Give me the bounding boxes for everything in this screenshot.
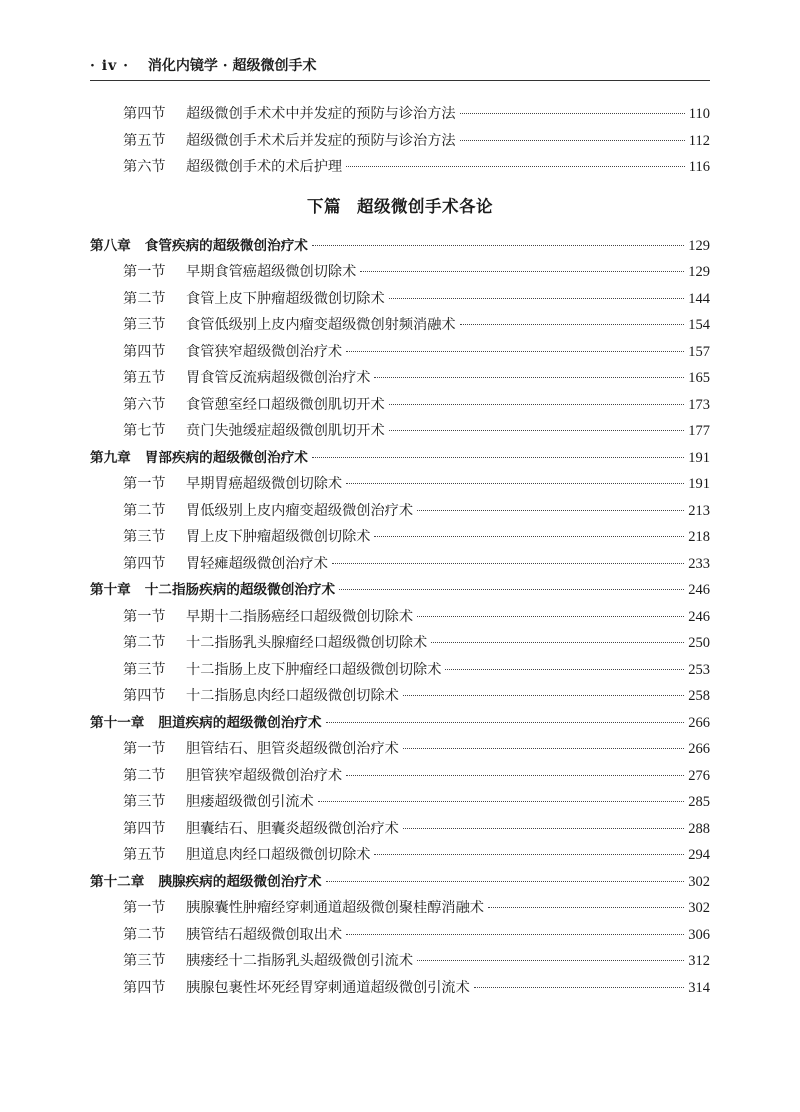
toc-section-entry[interactable]	[90, 339, 710, 366]
section-number: 第四节	[123, 979, 166, 996]
toc-section-entry[interactable]	[90, 286, 710, 313]
section-title: 胃低级别上皮内瘤变超级微创治疗术	[186, 502, 414, 519]
section-number: 第三节	[123, 953, 166, 969]
dot-leader	[474, 987, 684, 988]
section-number: 第五节	[123, 370, 166, 386]
toc-section-entry[interactable]	[90, 922, 710, 949]
section-number: 第一节	[123, 264, 166, 280]
section-number: 第四节	[123, 688, 166, 704]
page-number-ref: 144	[688, 290, 710, 307]
section-number: 第五节	[123, 847, 166, 863]
part-heading	[90, 181, 710, 233]
section-number: 第六节	[123, 159, 166, 175]
toc-chapter-entry[interactable]	[90, 869, 710, 896]
toc-section-entry[interactable]	[90, 551, 710, 578]
section-title: 食管上皮下肿瘤超级微创切除术	[186, 290, 385, 307]
page-number-ref: 191	[688, 476, 710, 492]
section-number: 第一节	[123, 608, 166, 625]
page-number-ref: 213	[688, 502, 710, 519]
dot-leader	[326, 881, 685, 882]
dot-leader	[332, 563, 684, 564]
dot-leader	[417, 510, 684, 511]
page-number-ref: 302	[688, 873, 710, 890]
section-number: 第二节	[123, 502, 166, 519]
toc-section-entry[interactable]	[90, 312, 710, 339]
page-number-ref: 191	[688, 449, 710, 466]
dot-leader	[488, 907, 684, 908]
dot-leader	[312, 457, 684, 458]
page-number-ref: 276	[688, 767, 710, 784]
section-title: 胃食管反流病超级微创治疗术	[186, 370, 371, 386]
dot-leader	[346, 775, 684, 776]
dot-leader	[346, 483, 684, 484]
section-title: 胃轻瘫超级微创治疗术	[186, 555, 328, 572]
section-title: 胰腺囊性肿瘤经穿刺通道超级微创聚桂醇消融术	[186, 900, 484, 916]
chapter-number: 第八章	[90, 237, 131, 254]
page-number-ref: 314	[688, 979, 710, 996]
section-number: 第三节	[123, 794, 166, 810]
toc-section-entry[interactable]	[90, 630, 710, 657]
dot-leader	[346, 934, 684, 935]
section-number: 第六节	[123, 396, 166, 413]
section-title: 食管憩室经口超级微创肌切开术	[186, 396, 385, 413]
toc-chapter-entry[interactable]	[90, 710, 710, 737]
toc-chapter-entry[interactable]	[90, 577, 710, 604]
chapter-title: 胆道疾病的超级微创治疗术	[158, 714, 322, 731]
dot-leader	[389, 298, 685, 299]
section-title: 胆囊结石、胆囊炎超级微创治疗术	[186, 820, 399, 837]
section-number: 第二节	[123, 290, 166, 307]
section-number: 第三节	[123, 529, 166, 545]
section-number: 第三节	[123, 317, 166, 333]
section-number: 第四节	[123, 343, 166, 360]
section-title: 胆瘘超级微创引流术	[186, 794, 314, 810]
dot-leader	[318, 801, 685, 802]
toc-section-entry[interactable]	[90, 154, 710, 181]
toc-section-entry[interactable]	[90, 789, 710, 816]
page-number-ref: 116	[688, 159, 710, 175]
section-title: 十二指肠息肉经口超级微创切除术	[186, 688, 399, 704]
chapter-number: 第十二章	[90, 873, 145, 890]
dot-leader	[339, 589, 684, 590]
page-number-ref: 129	[688, 264, 710, 280]
section-title: 超级微创手术术后并发症的预防与诊治方法	[186, 132, 456, 149]
page-number-ref: 157	[688, 343, 710, 360]
page-number-ref: 294	[688, 847, 710, 863]
page-number-ref: 250	[688, 635, 710, 651]
section-title: 早期胃癌超级微创切除术	[186, 476, 343, 492]
section-number: 第七节	[123, 423, 166, 439]
toc-section-entry[interactable]	[90, 975, 710, 1002]
section-title: 早期食管癌超级微创切除术	[186, 264, 357, 280]
section-title: 十二指肠上皮下肿瘤经口超级微创切除术	[186, 661, 442, 678]
page-number-ref: 258	[688, 688, 710, 704]
page-number-ref: 112	[688, 132, 710, 149]
section-title: 胃上皮下肿瘤超级微创切除术	[186, 529, 371, 545]
toc-section-entry[interactable]	[90, 657, 710, 684]
toc-section-entry[interactable]	[90, 683, 710, 710]
toc-chapter-entry[interactable]	[90, 233, 710, 260]
page-number-ref: 306	[688, 926, 710, 943]
toc-section-entry[interactable]	[90, 524, 710, 551]
toc-section-entry[interactable]	[90, 498, 710, 525]
section-title: 超级微创手术的术后护理	[186, 159, 343, 175]
section-number: 第四节	[123, 555, 166, 572]
dot-leader	[417, 616, 684, 617]
section-title: 胰腺包裹性坏死经胃穿刺通道超级微创引流术	[186, 979, 470, 996]
chapter-number: 第十一章	[90, 714, 145, 731]
page-number-ref: 246	[688, 608, 710, 625]
section-title: 胆管狭窄超级微创治疗术	[186, 767, 343, 784]
page-number: · iv ·	[90, 58, 129, 74]
part-label: 下篇	[307, 196, 341, 216]
part-title: 超级微创手术各论	[357, 196, 493, 216]
section-number: 第三节	[123, 661, 166, 678]
dot-leader	[374, 536, 684, 537]
section-title: 胆道息肉经口超级微创切除术	[186, 847, 371, 863]
dot-leader	[460, 324, 685, 325]
section-title: 贲门失弛缓症超级微创肌切开术	[186, 423, 385, 439]
chapter-number: 第九章	[90, 449, 131, 466]
toc-section-entry[interactable]	[90, 842, 710, 869]
toc-section-entry[interactable]	[90, 259, 710, 286]
dot-leader	[403, 748, 684, 749]
toc-section-entry[interactable]	[90, 948, 710, 975]
table-of-contents	[90, 101, 710, 1001]
section-number: 第二节	[123, 926, 166, 943]
section-title: 十二指肠乳头腺瘤经口超级微创切除术	[186, 635, 428, 651]
toc-section-entry[interactable]	[90, 128, 710, 155]
page-number-ref: 154	[688, 317, 710, 333]
page-number-ref: 218	[688, 529, 710, 545]
toc-section-entry[interactable]	[90, 471, 710, 498]
chapter-number: 第十章	[90, 582, 131, 598]
running-header	[90, 56, 710, 76]
section-title: 超级微创手术术中并发症的预防与诊治方法	[186, 106, 456, 122]
dot-leader	[326, 722, 685, 723]
dot-leader	[360, 271, 684, 272]
toc-section-entry[interactable]	[90, 895, 710, 922]
toc-section-entry[interactable]	[90, 604, 710, 631]
dot-leader	[389, 404, 685, 405]
dot-leader	[417, 960, 684, 961]
page-number-ref: 165	[688, 370, 710, 386]
dot-leader	[403, 828, 684, 829]
page-number-ref: 129	[688, 237, 710, 254]
dot-leader	[374, 854, 684, 855]
section-number: 第二节	[123, 635, 166, 651]
section-number: 第四节	[123, 106, 166, 122]
toc-section-entry[interactable]	[90, 101, 710, 128]
running-title: 消化内镜学 · 超级微创手术	[147, 58, 317, 74]
page-number-ref: 266	[688, 741, 710, 757]
toc-section-entry[interactable]	[90, 736, 710, 763]
section-number: 第二节	[123, 767, 166, 784]
page-number-ref: 233	[688, 555, 710, 572]
section-title: 食管低级别上皮内瘤变超级微创射频消融术	[186, 317, 456, 333]
dot-leader	[445, 669, 684, 670]
header-rule	[90, 80, 710, 81]
page-number-ref: 177	[688, 423, 710, 439]
section-title: 食管狭窄超级微创治疗术	[186, 343, 343, 360]
page-number-ref: 302	[688, 900, 710, 916]
section-title: 胰管结石超级微创取出术	[186, 926, 343, 943]
section-title: 早期十二指肠癌经口超级微创切除术	[186, 608, 414, 625]
dot-leader	[346, 166, 685, 167]
toc-section-entry[interactable]	[90, 763, 710, 790]
page-number-ref: 173	[688, 396, 710, 413]
section-number: 第四节	[123, 820, 166, 837]
page-number-ref: 246	[688, 582, 710, 598]
dot-leader	[431, 642, 684, 643]
toc-chapter-entry[interactable]	[90, 445, 710, 472]
section-title: 胰瘘经十二指肠乳头超级微创引流术	[186, 953, 414, 969]
chapter-title: 十二指肠疾病的超级微创治疗术	[144, 582, 336, 598]
toc-section-entry[interactable]	[90, 816, 710, 843]
dot-leader	[460, 113, 685, 114]
dot-leader	[312, 245, 684, 246]
page-number-ref: 253	[688, 661, 710, 678]
dot-leader	[389, 430, 685, 431]
page-number-ref: 285	[688, 794, 710, 810]
dot-leader	[346, 351, 684, 352]
dot-leader	[403, 695, 684, 696]
chapter-title: 胰腺疾病的超级微创治疗术	[158, 873, 322, 890]
toc-section-entry[interactable]	[90, 418, 710, 445]
section-number: 第一节	[123, 476, 166, 492]
toc-section-entry[interactable]	[90, 392, 710, 419]
section-number: 第一节	[123, 900, 166, 916]
section-title: 胆管结石、胆管炎超级微创治疗术	[186, 741, 399, 757]
page-number-ref: 110	[688, 106, 710, 122]
page-number-ref: 266	[688, 714, 710, 731]
page-number-ref: 288	[688, 820, 710, 837]
toc-section-entry[interactable]	[90, 365, 710, 392]
page-number-ref: 312	[688, 953, 710, 969]
dot-leader	[460, 140, 685, 141]
section-number: 第一节	[123, 741, 166, 757]
section-number: 第五节	[123, 132, 166, 149]
dot-leader	[374, 377, 684, 378]
chapter-title: 胃部疾病的超级微创治疗术	[144, 449, 308, 466]
chapter-title: 食管疾病的超级微创治疗术	[144, 237, 308, 254]
